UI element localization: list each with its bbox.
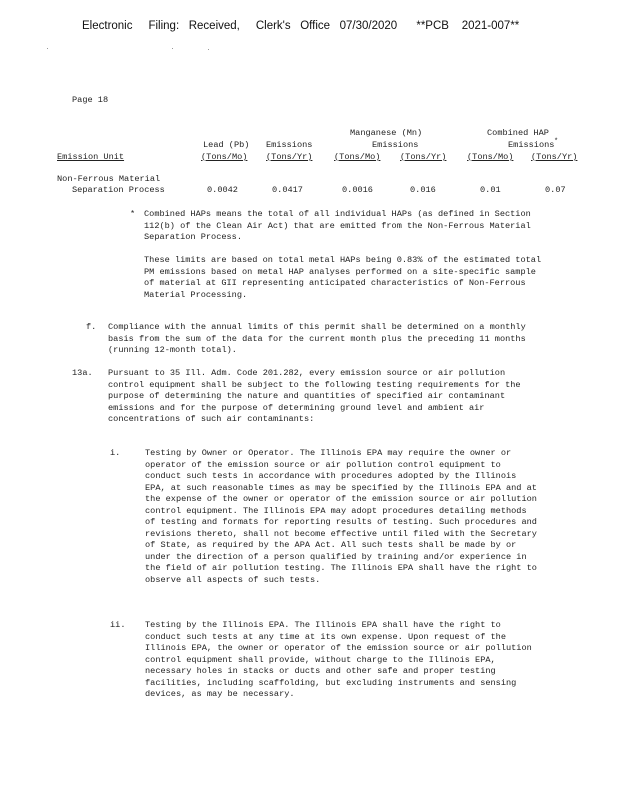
hap-annual-header: (Tons/Yr) bbox=[531, 152, 578, 162]
table-cell-hap-annual: 0.07 bbox=[545, 185, 566, 195]
table-cell-mn-monthly: 0.0016 bbox=[342, 185, 373, 195]
emissions-header: Emissions bbox=[266, 140, 313, 150]
table-cell-mn-annual: 0.016 bbox=[410, 185, 436, 195]
sub-item-i-text: Testing by Owner or Operator. The Illinois EPA may require the owner or operator of the emission source or air pollution control equipment to conduct such tests in accordance with procedures adopted by the Illinois EPA, at such reasonable times as may be specified by the Illinois EPA and at the expense of the owner or operator of the emission source or air pollution control equipment. The Illinois EPA may adopt procedures detailing methods of testing and formats for reporting results of testing. Such procedures and revisions thereto, shall not become effective until filed with the Secretary of State, as required by the APA Act. All such tests shall be made by or under the direction of a person qualified by training and/or experience in the field of air pollution testing. The Illinois EPA shall have the right to observe all aspects of such tests. bbox=[145, 448, 537, 585]
emission-unit-name-line2: Separation Process bbox=[72, 185, 165, 195]
sub-item-ii-label: ii. bbox=[110, 620, 126, 630]
lead-header: Lead (Pb) bbox=[203, 140, 250, 150]
mn-monthly-header: (Tons/Mo) bbox=[334, 152, 381, 162]
lead-monthly-header: (Tons/Mo) bbox=[201, 152, 248, 162]
combined-footnote-mark: * bbox=[554, 138, 559, 146]
item-f-text: Compliance with the annual limits of this permit shall be determined on a monthly basis from the sum of the data for the current month plus the preceding 11 months (running 12-month total). bbox=[108, 322, 526, 355]
sub-item-i-label: i. bbox=[110, 448, 121, 458]
item-f-label: f. bbox=[86, 322, 97, 332]
scan-speck bbox=[208, 49, 209, 50]
footnote-mark: * bbox=[130, 209, 136, 219]
table-cell-hap-monthly: 0.01 bbox=[480, 185, 501, 195]
note-paragraph: These limits are based on total metal HAPs being 0.83% of the estimated total PM emissions based on metal HAP analyses performed on a site-specific sample of material at GII representing anticipated characteristics of Non-Ferrous Material Processing. bbox=[144, 255, 542, 300]
item-13a-text: Pursuant to 35 Ill. Adm. Code 201.282, every emission source or air pollution control equipment shall be subject to the following testing requirements for the purpose of determining the nature and quantities of specified air contaminant emissions and for the purpose of determining ground level and ambient air concentrations of such air contaminants: bbox=[108, 368, 521, 424]
item-13a-label: 13a. bbox=[72, 368, 93, 378]
scan-speck bbox=[172, 48, 173, 49]
mn-annual-header: (Tons/Yr) bbox=[400, 152, 447, 162]
combined-emissions-header: Emissions bbox=[508, 140, 555, 150]
manganese-emissions-header: Emissions bbox=[372, 140, 419, 150]
lead-annual-header: (Tons/Yr) bbox=[266, 152, 313, 162]
emission-unit-name-line1: Non-Ferrous Material bbox=[57, 174, 161, 184]
scan-speck bbox=[47, 48, 48, 49]
table-cell-lead-monthly: 0.0042 bbox=[207, 185, 238, 195]
filing-stamp-header: Electronic Filing: Received, Clerk's Office 07/30/2020 **PCB 2021-007** bbox=[82, 20, 520, 32]
sub-item-ii-text: Testing by the Illinois EPA. The Illinois EPA shall have the right to conduct such tests at any time at its own expense. Upon request of the Illinois EPA, the owner or operator of the emission source or air pollution control equipment shall provide, without charge to the Illinois EPA, necessary holes in stacks or ducts and other safe and proper testing facilities, including scaffolding, but excluding instruments and sensing devices, as may be necessary. bbox=[145, 620, 532, 699]
combined-hap-header: Combined HAP bbox=[487, 128, 549, 138]
hap-monthly-header: (Tons/Mo) bbox=[467, 152, 514, 162]
emission-unit-header: Emission Unit bbox=[57, 152, 125, 162]
footnote-text: Combined HAPs means the total of all individual HAPs (as defined in Section 112(b) of the Clean Air Act) that are emitted from the Non-Ferrous Material Separation Process. bbox=[144, 209, 531, 242]
manganese-header: Manganese (Mn) bbox=[350, 128, 423, 138]
page-number: Page 18 bbox=[72, 95, 109, 105]
table-cell-lead-annual: 0.0417 bbox=[272, 185, 303, 195]
